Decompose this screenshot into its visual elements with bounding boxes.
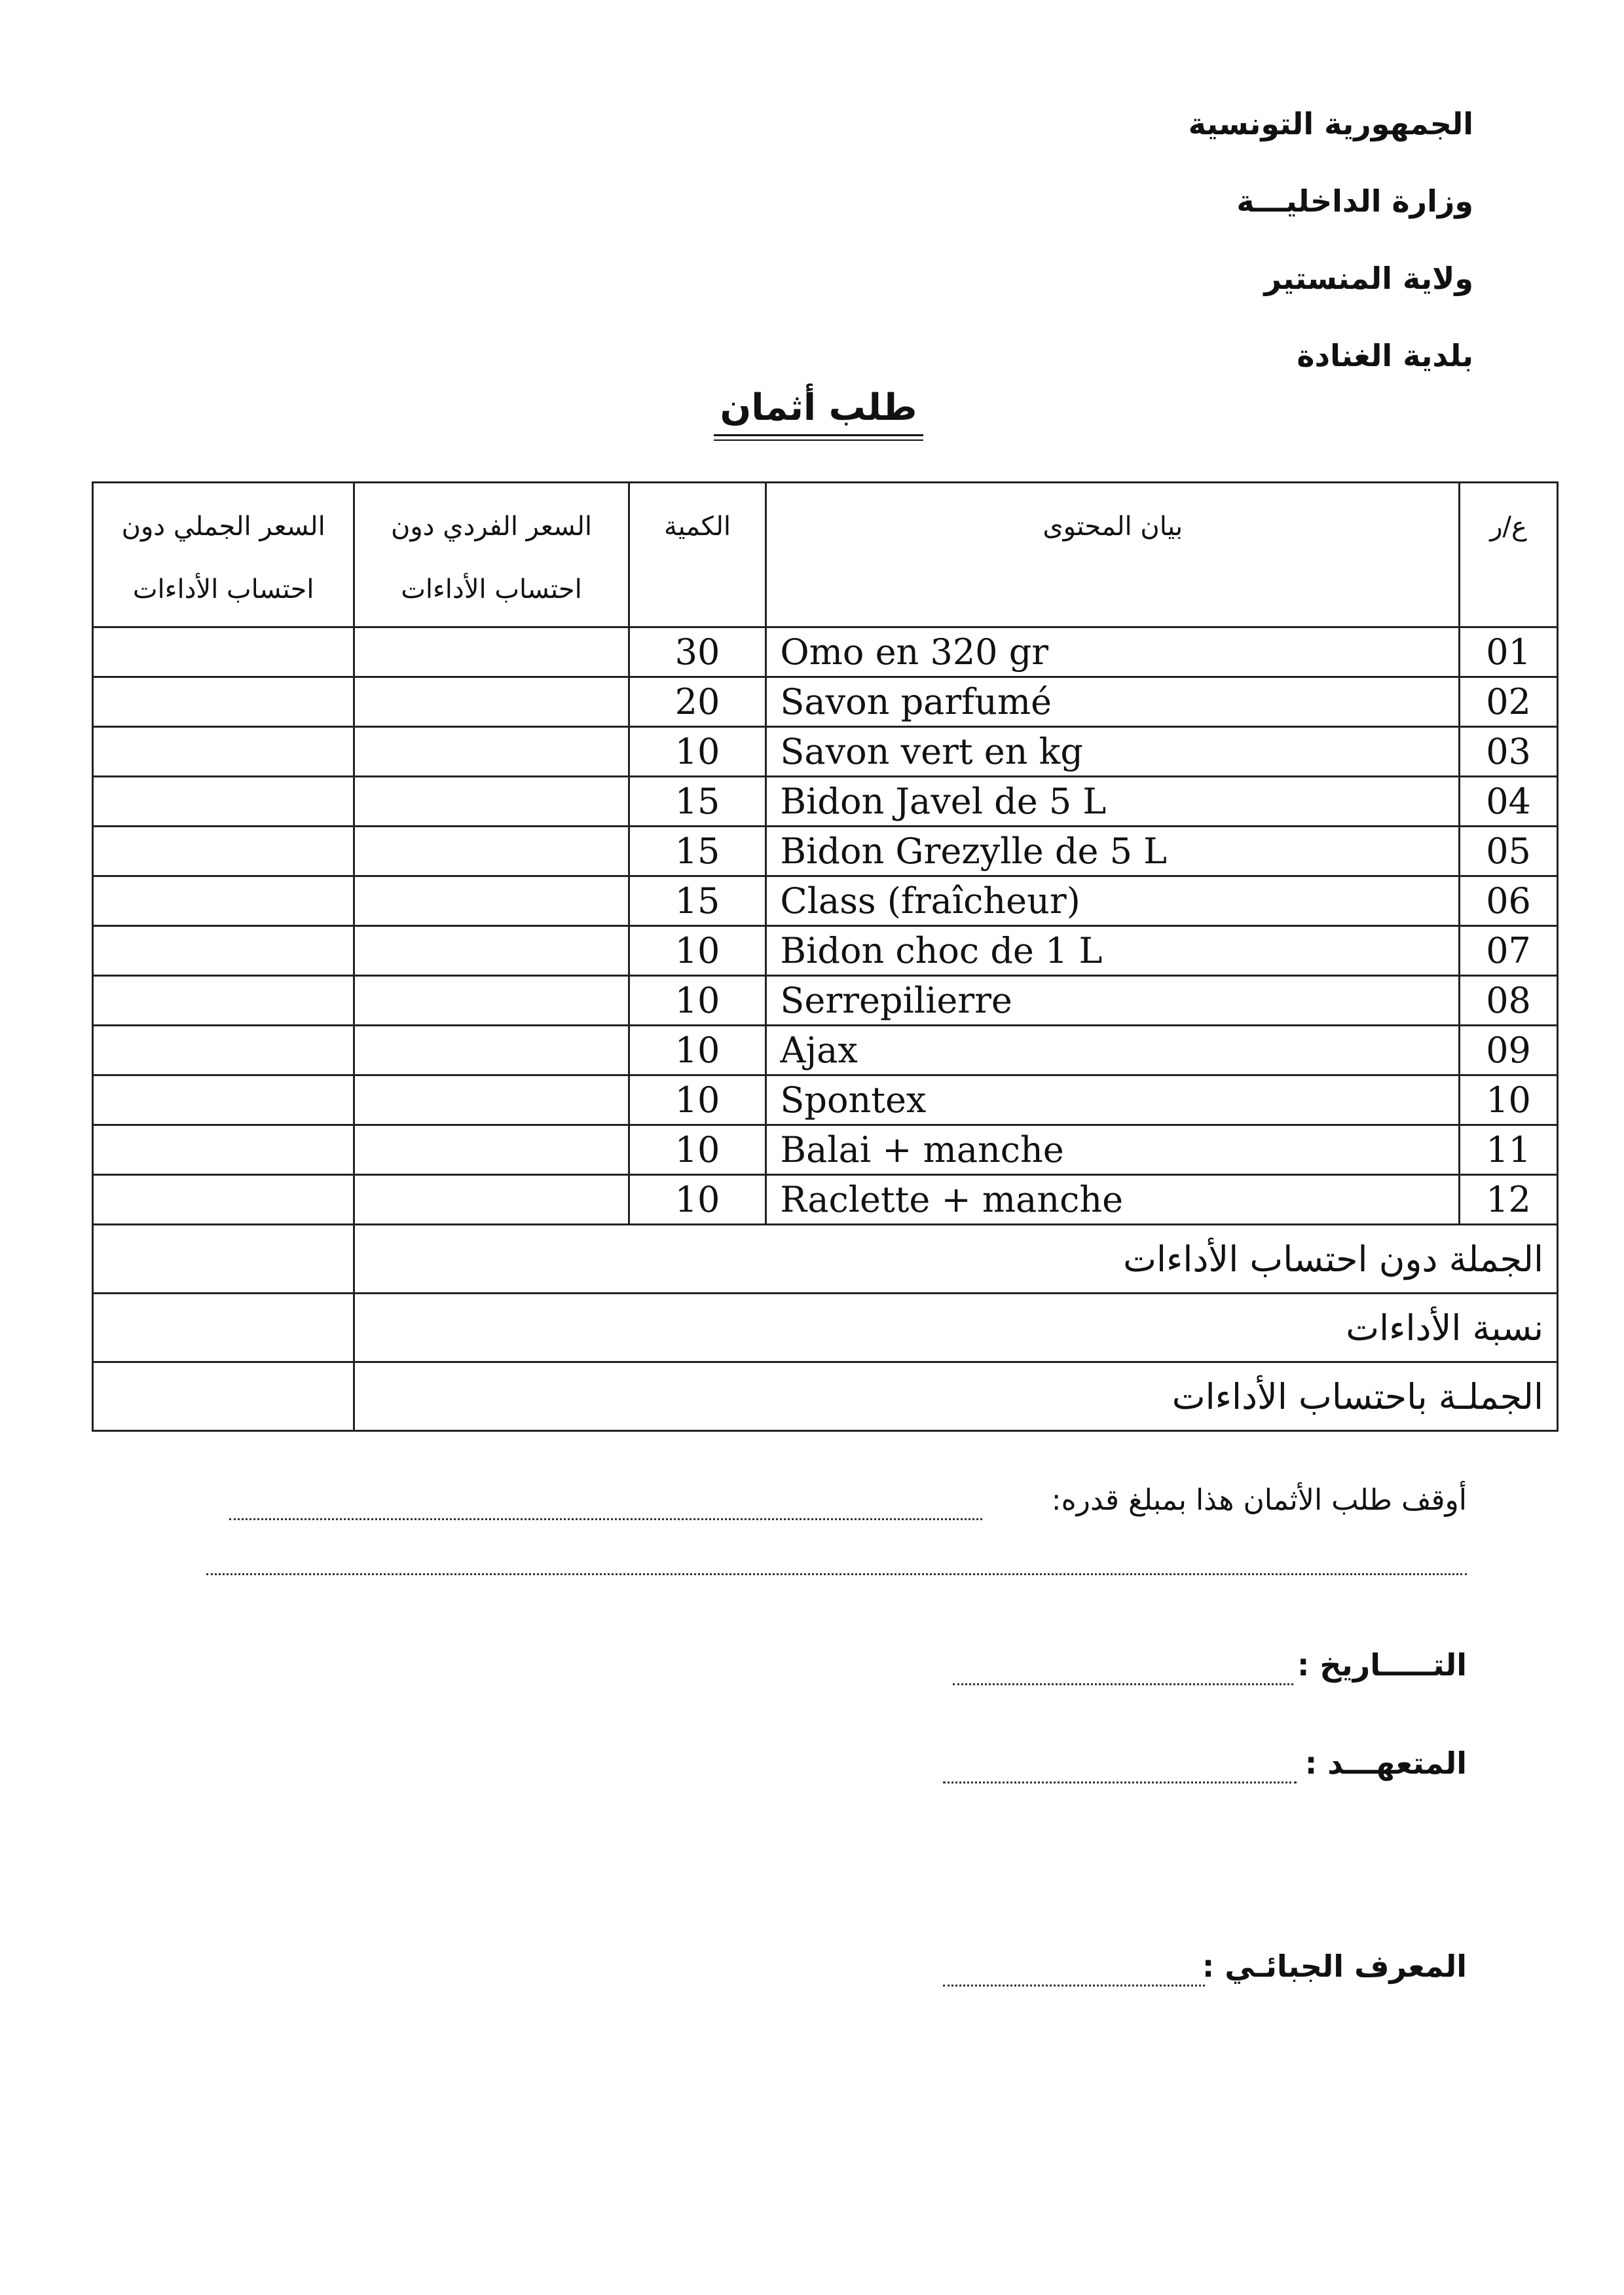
row-total-price[interactable] [93,827,354,876]
row-total-price[interactable] [93,1175,354,1225]
table-header-row [93,483,1558,627]
table-row [93,1075,1558,1125]
row-quantity: 15 [629,876,766,926]
summary-row-tax-rate [93,1294,1558,1362]
tax-id-label: المعرف الجبائـي : [1202,1949,1467,1984]
page-title: طلب أثمان [714,386,923,436]
row-quantity: 10 [629,1125,766,1175]
row-unit-price[interactable] [354,677,629,727]
row-index: 04 [1460,777,1558,827]
row-quantity: 10 [629,976,766,1026]
row-quantity: 10 [629,727,766,777]
document-header [1189,85,1473,394]
row-total-price[interactable] [93,777,354,827]
col-header-total-price-line2: احتساب الأداءات [132,574,314,605]
table-row [93,976,1558,1026]
col-header-unit-price [354,483,629,627]
row-description: Bidon Grezylle de 5 L [766,827,1460,876]
municipality-name: بلدية الغنادة [1297,338,1473,373]
table-row [93,876,1558,926]
row-quantity: 20 [629,677,766,727]
table-row [93,1026,1558,1075]
row-quantity: 10 [629,1075,766,1125]
ministry-name: وزارة الداخليـــة [1236,183,1473,219]
row-index: 07 [1460,926,1558,976]
summary-label-total-incl-tax: الجملـة باحتساب الأداءات [354,1362,1558,1431]
row-unit-price[interactable] [354,926,629,976]
row-unit-price[interactable] [354,976,629,1026]
row-unit-price[interactable] [354,827,629,876]
col-header-description: بيان المحتوى [766,483,1460,627]
summary-value-total-incl-tax[interactable] [93,1362,354,1431]
row-total-price[interactable] [93,1026,354,1075]
table-row [93,627,1558,677]
tax-id-field[interactable] [943,1985,1205,1987]
row-unit-price[interactable] [354,1075,629,1125]
row-index: 10 [1460,1075,1558,1125]
row-quantity: 10 [629,926,766,976]
summary-value-tax-rate[interactable] [93,1294,354,1362]
row-unit-price[interactable] [354,777,629,827]
row-description: Bidon Javel de 5 L [766,777,1460,827]
table-row [93,926,1558,976]
row-description: Savon parfumé [766,677,1460,727]
summary-row-total-excl-tax [93,1225,1558,1294]
table-row [93,777,1558,827]
row-total-price[interactable] [93,1125,354,1175]
row-unit-price[interactable] [354,1125,629,1175]
row-index: 06 [1460,876,1558,926]
row-unit-price[interactable] [354,1175,629,1225]
table-row [93,727,1558,777]
table-row [93,1175,1558,1225]
table-row [93,677,1558,727]
supplier-label: المتعهـــد : [1304,1745,1467,1781]
price-request-table [92,481,1559,1432]
row-total-price[interactable] [93,976,354,1026]
row-index: 09 [1460,1026,1558,1075]
row-index: 12 [1460,1175,1558,1225]
amount-field-line2[interactable] [206,1573,1467,1575]
row-index: 08 [1460,976,1558,1026]
row-description: Spontex [766,1075,1460,1125]
row-quantity: 15 [629,827,766,876]
row-total-price[interactable] [93,926,354,976]
row-total-price[interactable] [93,1075,354,1125]
row-unit-price[interactable] [354,1026,629,1075]
row-description: Savon vert en kg [766,727,1460,777]
col-header-quantity: الكمية [629,483,766,627]
col-header-total-price-line1: السعر الجملي دون [121,512,325,542]
table-row [93,1125,1558,1175]
row-index: 11 [1460,1125,1558,1175]
summary-value-total-excl-tax[interactable] [93,1225,354,1294]
republic-name: الجمهورية التونسية [1188,106,1473,141]
row-index: 05 [1460,827,1558,876]
row-quantity: 30 [629,627,766,677]
row-total-price[interactable] [93,627,354,677]
row-description: Omo en 320 gr [766,627,1460,677]
row-description: Serrepilierre [766,976,1460,1026]
date-label: التـــــاريخ : [1297,1647,1467,1683]
row-total-price[interactable] [93,677,354,727]
table-row [93,827,1558,876]
date-field[interactable] [953,1683,1293,1685]
row-index: 02 [1460,677,1558,727]
row-description: Ajax [766,1026,1460,1075]
col-header-unit-price-line2: احتساب الأداءات [401,574,582,605]
row-description: Bidon choc de 1 L [766,926,1460,976]
row-total-price[interactable] [93,727,354,777]
row-total-price[interactable] [93,876,354,926]
summary-label-tax-rate: نسبة الأداءات [354,1294,1558,1362]
row-description: Balai + manche [766,1125,1460,1175]
row-quantity: 15 [629,777,766,827]
row-index: 01 [1460,627,1558,677]
row-description: Raclette + manche [766,1175,1460,1225]
row-quantity: 10 [629,1175,766,1225]
row-quantity: 10 [629,1026,766,1075]
amount-field-line1[interactable] [229,1518,982,1520]
col-header-total-price [93,483,354,627]
row-description: Class (fraîcheur) [766,876,1460,926]
row-unit-price[interactable] [354,727,629,777]
summary-label-total-excl-tax: الجملة دون احتساب الأداءات [354,1225,1558,1294]
col-header-unit-price-line1: السعر الفردي دون [390,512,592,542]
row-index: 03 [1460,727,1558,777]
summary-row-total-incl-tax [93,1362,1558,1431]
col-header-index: ع/ر [1460,483,1558,627]
amount-label: أوقف طلب الأثمان هذا بمبلغ قدره: [1051,1483,1467,1517]
supplier-field[interactable] [943,1782,1297,1783]
governorate-name: ولاية المنستير [1264,261,1473,296]
row-unit-price[interactable] [354,876,629,926]
row-unit-price[interactable] [354,627,629,677]
